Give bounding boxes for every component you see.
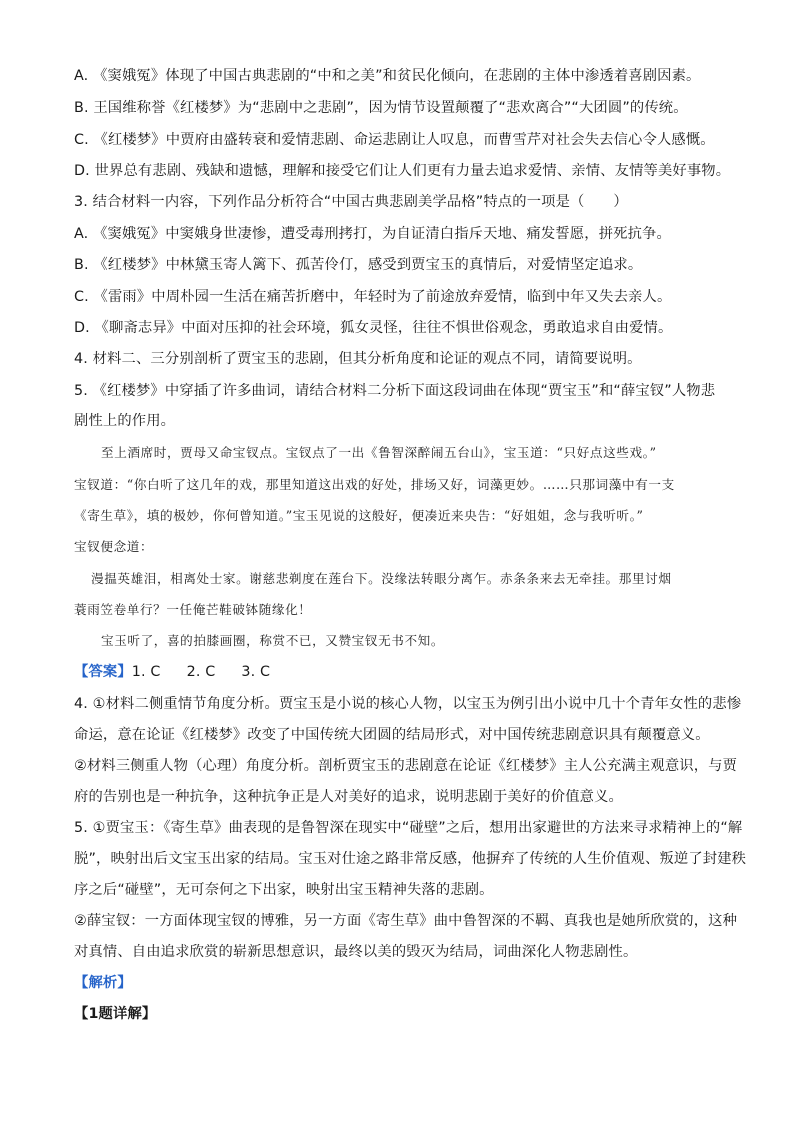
q2-option-a: A. 《窦娥冤》体现了中国古典悲剧的“中和之美”和贫民化倾向，在悲剧的主体中渗透着喜剧因素。 (74, 68, 701, 84)
analysis-label: 【解析】 (74, 975, 132, 991)
answer5-line-5: 对真情、自由追求欣赏的崭新思想意识，最终以美的毁灭为结局，词曲深化人物悲剧性。 (74, 944, 638, 960)
q4-stem: 4. 材料二、三分别剖析了贾宝玉的悲剧，但其分析角度和论证的观点不同，请简要说明。 (74, 351, 642, 367)
q3-stem: 3. 结合材料一内容，下列作品分析符合“中国古典悲剧美学品格”特点的一项是（ ） (74, 194, 628, 210)
q3-option-b: B. 《红楼梦》中林黛玉寄人篱下、孤苦伶仃，感受到贾宝玉的真情后，对爱情坚定追求。 (74, 257, 643, 273)
answer-row (74, 662, 724, 682)
q2-option-d: D. 世界总有悲剧、残缺和遗憾，理解和接受它们让人们更有力量去追求爱情、亲情、友情等美好事物。 (74, 163, 731, 179)
excerpt-line-2: 宝钗道：“你白听了这几年的戏，那里知道这出戏的好处，排场又好，词藻更妙。……只那词藻中有一支 (74, 477, 675, 492)
answer4-line-4: 府的告别也是一种抗争，这种抗争正是人对美好的追求，说明悲剧于美好的价值意义。 (74, 789, 623, 805)
answer4-line-2: 命运，意在论证《红楼梦》改变了中国传统大团圆的结局形式，对中国传统悲剧意识具有颠覆意义。 (74, 727, 710, 743)
answer-3: 3. C (241, 664, 271, 680)
q3-option-c: C. 《雷雨》中周朴园一生活在痛苦折磨中，年轻时为了前途放弃爱情，临到中年又失去亲人。 (74, 289, 672, 305)
excerpt-line-4: 宝钗便念道： (74, 539, 154, 554)
poem-line-1: 漫揾英雄泪，相离处士家。谢慈悲剃度在莲台下。没缘法转眼分离乍。赤条条来去无牵挂。那里讨烟 (91, 571, 672, 586)
answer5-line-3: 序之后“碰壁”，无可奈何之下出家，映射出宝玉精神失落的悲剧。 (74, 882, 494, 898)
poem-line-2: 蓑雨笠卷单行？一任俺芒鞋破钵随缘化！ (74, 602, 312, 617)
answer5-line-1: 5. ①贾宝玉：《寄生草》曲表现的是鲁智深在现实中“碰壁”之后，想用出家避世的方法来寻求精神上的“解 (74, 820, 743, 836)
excerpt-line-5: 宝玉听了，喜的拍膝画圈，称赏不已，又赞宝钗无书不知。 (101, 633, 445, 648)
excerpt-line-1: 至上酒席时，贾母又命宝钗点。宝钗点了一出《鲁智深醉闹五台山》，宝玉道：“只好点这些戏。” (101, 445, 657, 460)
q5-stem-line-2: 剧性上的作用。 (74, 413, 176, 429)
detail-label: 【1题详解】 (74, 1006, 157, 1022)
answer5-line-4: ②薛宝钗：一方面体现宝钗的博雅，另一方面《寄生草》曲中鲁智深的不羁、真我也是她所欣赏的，这种 (74, 913, 738, 929)
q5-stem-line-1: 5. 《红楼梦》中穿插了许多曲词，请结合材料二分析下面这段词曲在体现“贾宝玉”和“薛宝钗”人物悲 (74, 383, 716, 399)
answer-label: 【答案】 (74, 664, 132, 680)
q3-option-a: A. 《窦娥冤》中窦娥身世凄惨，遭受毒刑拷打，为自证清白指斥天地、痛发誓愿，拼死抗争。 (74, 226, 671, 242)
q2-option-b: B. 王国维称誉《红楼梦》为“悲剧中之悲剧”，因为情节设置颠覆了“悲欢离合”“大团圆”的传统。 (74, 100, 688, 116)
q2-option-c: C. 《红楼梦》中贾府由盛转衰和爱情悲剧、命运悲剧让人叹息，而曹雪芹对社会失去信心令人感慨。 (74, 132, 715, 148)
excerpt-line-3: 《寄生草》，填的极妙，你何曾知道。”宝玉见说的这般好，便凑近来央告：“好姐姐，念与我听听。” (74, 508, 644, 523)
answer5-line-2: 脱”，映射出后文宝玉出家的结局。宝玉对仕途之路非常反感，他摒弃了传统的人生价值观、叛逆了封建秩 (74, 851, 747, 867)
answer4-line-1: 4. ①材料二侧重情节角度分析。贾宝玉是小说的核心人物，以宝玉为例引出小说中几十个青年女性的悲惨 (74, 696, 742, 712)
q3-option-d: D. 《聊斋志异》中面对压抑的社会环境，狐女灵怪，往往不惧世俗观念，勇敢追求自由爱情。 (74, 320, 673, 336)
answer4-line-3: ②材料三侧重人物（心理）角度分析。剖析贾宝玉的悲剧意在论证《红楼梦》主人公充满主观意识，与贾 (74, 758, 738, 774)
answer-1: 1. C (131, 664, 161, 680)
answer-2: 2. C (186, 664, 216, 680)
